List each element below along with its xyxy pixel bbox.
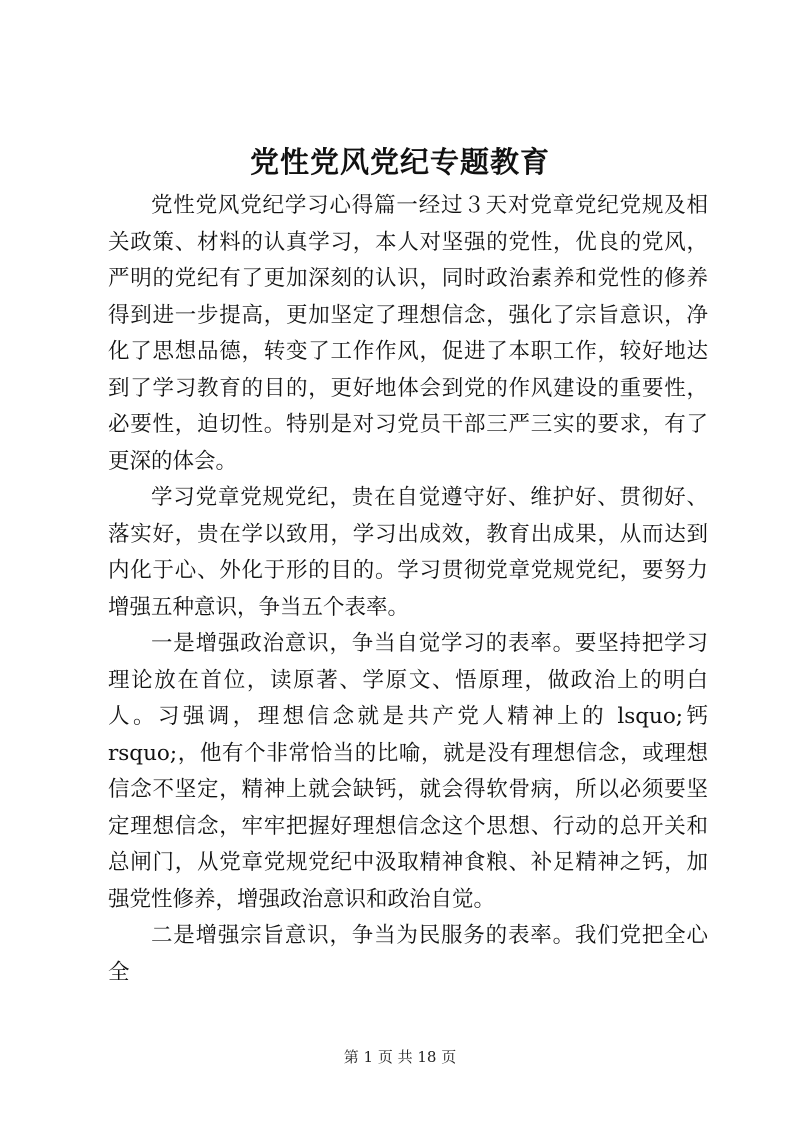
document-title: 党性党风党纪专题教育	[249, 145, 550, 179]
paragraph-3: 一是增强政治意识，争当自觉学习的表率。要坚持把学习理论放在首位，读原著、学原文、悟原理，做政治上的明白人。习强调，理想信念就是共产党人精神上的 lsquo;钙 rsquo;，他有个非常恰当的比喻，就是没有理想信念，或理想信念不坚定，精神上就会缺钙，就会得软骨病，所以必须要坚定理想信念，牢牢把握好理想信念这个思想、行动的总开关和总闸门，从党章党规党纪中汲取精神食粮、补足精神之钙，加强党性修养，增强政治意识和政治自觉。	[108, 631, 708, 912]
paragraph-1: 党性党风党纪学习心得篇一经过３天对党章党纪党规及相关政策、材料的认真学习，本人对坚强的党性，优良的党风，严明的党纪有了更加深刻的认识，同时政治素养和党性的修养得到进一步提高，更加坚定了理想信念，强化了宗旨意识，净化了思想品德，转变了工作作风，促进了本职工作，较好地达到了学习教育的目的，更好地体会到党的作风建设的重要性，必要性，迫切性。特别是对习党员干部三严三实的要求，有了更深的体会。	[108, 193, 708, 474]
document-body	[108, 188, 708, 991]
page-footer: 第 1 页 共 18 页	[343, 1048, 457, 1066]
paragraph-2: 学习党章党规党纪，贵在自觉遵守好、维护好、贯彻好、落实好，贵在学以致用，学习出成效，教育出成果，从而达到内化于心、外化于形的目的。学习贯彻党章党规党纪，要努力增强五种意识，争当五个表率。	[108, 485, 708, 620]
paragraph-4: 二是增强宗旨意识，争当为民服务的表率。我们党把全心全	[108, 923, 708, 985]
